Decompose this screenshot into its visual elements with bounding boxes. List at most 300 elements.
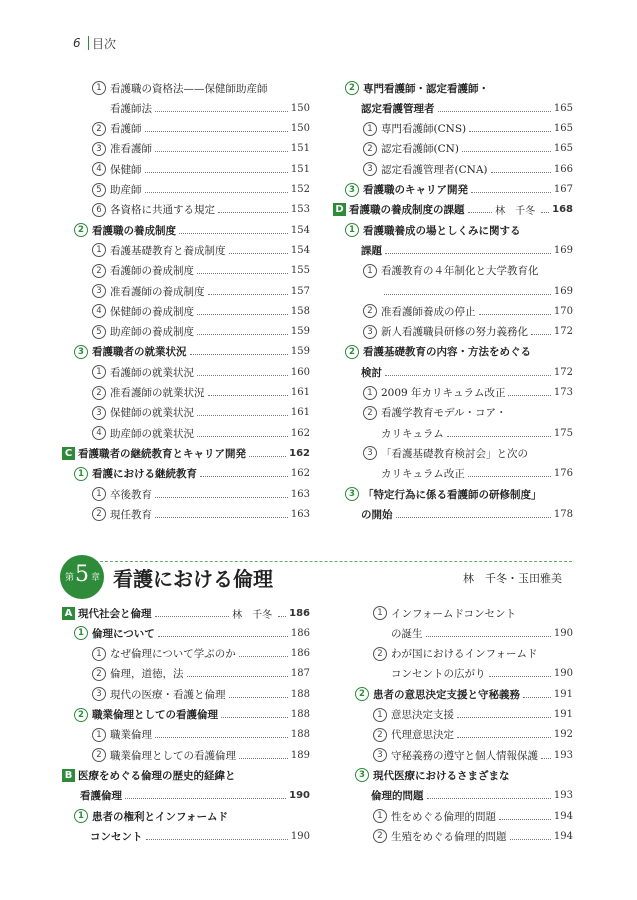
page-number: 162 (290, 427, 310, 439)
circled-number-marker: 3 (92, 687, 106, 701)
toc-entry-text: カリキュラム (381, 427, 444, 440)
toc-entry-text: インフォームドコンセント (391, 607, 517, 620)
toc-entry-text: 守秘義務の遵守と個人情報保護 (391, 749, 538, 762)
toc-entry-text: 看護職養成の場としくみに関する (363, 224, 521, 237)
toc-item (343, 705, 573, 725)
toc-entry-text: 看護職の養成制度 (92, 224, 176, 237)
leader-dots (249, 456, 286, 457)
toc-subsection (333, 78, 573, 98)
leader-dots (179, 233, 288, 234)
toc-section (62, 786, 310, 806)
circled-number-marker: 2 (92, 748, 106, 762)
toc-entry-text: 患者の意思決定支援と守秘義務 (373, 688, 520, 701)
toc-entry-text: 認定看護管理者(CNA) (381, 163, 488, 176)
toc-subsection (62, 623, 310, 643)
page-number: 173 (553, 387, 573, 398)
page-number: 151 (290, 143, 310, 155)
toc-item (62, 322, 310, 342)
circled-number-marker: 2 (92, 667, 106, 681)
entry-author: 林 千冬 (232, 609, 273, 621)
toc-entry-text: 准看護師の就業状況 (110, 387, 205, 399)
circled-number-marker: 2 (92, 122, 106, 136)
page-number: 190 (290, 830, 310, 842)
circled-number-marker: 1 (373, 708, 387, 722)
circled-number-marker: 3 (363, 162, 377, 176)
leader-dots (221, 717, 288, 718)
chapter-divider (90, 561, 572, 562)
leader-dots (427, 798, 551, 799)
page-number: 187 (290, 668, 310, 680)
toc-entry-text: 認定看護師(CN) (381, 143, 459, 156)
toc-entry-text: 准看護師の養成制度 (110, 285, 205, 298)
section-letter-badge: B (62, 769, 75, 782)
toc-entry-text: 看護師の就業状況 (110, 366, 194, 379)
circled-number-marker: 3 (373, 748, 387, 762)
toc-subsection (62, 220, 310, 240)
toc-subsection (62, 342, 310, 362)
toc-entry-text: 職業倫理 (110, 729, 152, 742)
toc-entry-text: 看護職の資格法——保健師助産師 (110, 82, 268, 95)
leader-dots (239, 656, 288, 657)
chapter-authors: 林 千冬・玉田雅美 (463, 572, 562, 585)
toc-item (62, 139, 310, 159)
toc-entry-text: 助産師の養成制度 (110, 326, 194, 339)
toc-item (343, 745, 573, 765)
leader-dots (229, 697, 288, 698)
toc-subsection (343, 765, 573, 785)
toc-entry-text: 「看護基礎教育検討会」と次の (381, 447, 528, 460)
toc-entry-text: 新人看護職員研修の努力義務化 (381, 326, 528, 339)
circled-number-marker: 2 (92, 264, 106, 278)
page-number: 6 (73, 36, 81, 50)
circled-number-marker: 4 (92, 162, 106, 176)
toc-item (62, 261, 310, 281)
circled-number-marker: 3 (363, 325, 377, 339)
toc-entry-text: 現代社会と倫理 (78, 607, 152, 620)
page-number: 165 (553, 123, 573, 135)
toc-item (62, 98, 310, 118)
leader-dots (146, 839, 288, 840)
leader-dots (155, 497, 288, 498)
toc-item (343, 603, 573, 623)
page-number: 162 (289, 447, 310, 459)
page-number: 190 (553, 668, 573, 680)
toc-item (333, 322, 573, 342)
chapter-prefix: 第 (65, 573, 75, 583)
leader-dots (158, 636, 288, 637)
toc-entry-text: コンセントの広がり (391, 668, 486, 681)
leader-dots (499, 819, 551, 820)
chapter-number: 5 (75, 562, 89, 587)
circled-number-marker: 6 (92, 203, 106, 217)
leader-dots (384, 294, 551, 295)
circled-number-marker: 1 (92, 243, 106, 257)
page-number: 155 (290, 265, 310, 277)
circled-number-marker: 1 (92, 487, 106, 501)
page-number: 161 (290, 407, 310, 419)
circled-number-marker: 5 (92, 325, 106, 339)
toc-entry-text: 医療をめぐる倫理の歴史的経緯と (78, 769, 236, 782)
leader-dots (200, 476, 288, 477)
toc-subsection (333, 504, 573, 524)
toc-section (62, 603, 310, 623)
toc-item (62, 240, 310, 260)
circled-number-marker: 2 (345, 81, 359, 95)
leader-dots (447, 436, 551, 437)
page-number: 167 (553, 184, 573, 195)
toc-entry-text: 看護職のキャリア開発 (363, 184, 468, 196)
toc-item (62, 159, 310, 179)
toc-entry-text: 専門看護師・認定看護師・ (363, 82, 489, 95)
chapter-title: 看護における倫理 (113, 567, 273, 591)
circled-number-marker: 1 (373, 809, 387, 823)
toc-entry-text: 現任教育 (110, 508, 152, 521)
leader-dots (479, 314, 551, 315)
toc-subsection (343, 684, 573, 704)
toc-entry-text: 生殖をめぐる倫理的問題 (391, 830, 507, 843)
page-number: 188 (290, 709, 310, 720)
toc-subsection (343, 786, 573, 806)
page-number: 190 (289, 790, 310, 802)
page-number: 169 (553, 244, 573, 256)
toc-entry-text: の誕生 (391, 627, 423, 640)
circled-number-marker: 3 (355, 768, 369, 782)
leader-dots (541, 758, 551, 759)
leader-dots (468, 212, 493, 213)
leader-dots (155, 616, 230, 617)
toc-entry-text: 看護学教育モデル・コア・ (381, 407, 507, 420)
leader-dots (531, 334, 551, 335)
leader-dots (396, 517, 551, 518)
leader-dots (125, 798, 286, 799)
toc-subsection (62, 806, 310, 826)
leader-dots (457, 717, 551, 718)
circled-number-marker: 2 (363, 304, 377, 318)
leader-dots (508, 395, 550, 396)
page-number: 191 (553, 709, 573, 720)
toc-item (62, 745, 310, 765)
toc-entry-text: 意思決定支援 (391, 709, 454, 721)
toc-item (333, 159, 573, 179)
circled-number-marker: 1 (345, 223, 359, 237)
page-number: 193 (553, 749, 573, 761)
circled-number-marker: 1 (373, 606, 387, 620)
section-letter-badge: A (62, 607, 75, 620)
toc-entry-text: 助産師 (110, 184, 142, 196)
page-number: 194 (553, 810, 573, 822)
circled-number-marker: 3 (92, 406, 106, 420)
circled-number-marker: 2 (92, 386, 106, 400)
toc-entry-text: 看護基礎教育の内容・方法をめぐる (363, 346, 531, 359)
page-number: 165 (553, 102, 573, 114)
toc-item (333, 464, 573, 484)
toc-entry-text: 保健師の養成制度 (110, 305, 194, 318)
circled-number-marker: 1 (74, 626, 88, 640)
circled-number-marker: 4 (92, 304, 106, 318)
toc-item (62, 180, 310, 200)
section-letter-badge: D (333, 203, 346, 216)
toc-entry-text: 患者の権利とインフォームド (92, 810, 228, 823)
circled-number-marker: 2 (373, 829, 387, 843)
circled-number-marker: 1 (363, 264, 377, 278)
toc-entry-text: わが国におけるインフォームド (391, 648, 538, 661)
page-number: 194 (553, 830, 573, 842)
toc-entry-text: 倫理について (92, 627, 155, 640)
circled-number-marker: 5 (92, 183, 106, 197)
page-header (20, 34, 620, 56)
toc-item (62, 119, 310, 139)
toc-entry-text: 看護師の養成制度 (110, 265, 194, 278)
header-label: 目次 (92, 37, 117, 51)
toc-item (62, 423, 310, 443)
page-number: 152 (290, 184, 310, 195)
toc-item (62, 200, 310, 220)
toc-subsection (62, 464, 310, 484)
page-number: 168 (552, 204, 573, 216)
leader-dots (145, 192, 288, 193)
toc-subsection (333, 362, 573, 382)
circled-number-marker: 2 (74, 708, 88, 722)
leader-dots (469, 131, 551, 132)
toc-entry-text: 看護職の養成制度の課題 (349, 204, 465, 217)
page-number: 190 (553, 627, 573, 639)
page-number: 176 (553, 468, 573, 480)
leader-dots (523, 697, 551, 698)
leader-dots (190, 354, 288, 355)
leader-dots (197, 375, 288, 376)
circled-number-marker: 3 (345, 487, 359, 501)
toc-entry-text: 職業倫理としての看護倫理 (110, 749, 236, 762)
circled-number-marker: 3 (363, 446, 377, 460)
toc-item (343, 623, 573, 643)
circled-number-marker: 1 (92, 647, 106, 661)
leader-dots (510, 839, 551, 840)
toc-item (333, 301, 573, 321)
toc-item (333, 281, 573, 301)
toc-subsection (333, 98, 573, 118)
circled-number-marker: 1 (363, 122, 377, 136)
page-number: 188 (290, 688, 310, 700)
toc-entry-text: 看護教育の４年制化と大学教育化 (381, 265, 539, 278)
toc-item (62, 664, 310, 684)
circled-number-marker: 3 (92, 142, 106, 156)
toc-item (62, 504, 310, 524)
toc-entry-text: 「特定行為に係る看護師の研修制度」 (363, 488, 542, 501)
toc-subsection (333, 220, 573, 240)
leader-dots (541, 212, 549, 213)
leader-dots (491, 172, 551, 173)
circled-number-marker: 1 (74, 467, 88, 481)
page-number: 157 (290, 285, 310, 297)
page-number: 150 (290, 123, 310, 135)
toc-entry-text: 保健師 (110, 163, 142, 176)
toc-entry-text: カリキュラム改正 (381, 468, 465, 481)
toc-entry-text: 卒後教育 (110, 488, 152, 501)
circled-number-marker: 3 (345, 183, 359, 197)
toc-entry-text: 現代医療におけるさまざまな (373, 769, 510, 782)
circled-number-marker: 3 (74, 345, 88, 359)
toc-item (333, 261, 573, 281)
leader-dots (197, 334, 288, 335)
toc-entry-text: 代理意思決定 (391, 729, 454, 742)
leader-dots (471, 192, 551, 193)
toc-item (62, 484, 310, 504)
toc-entry-text: 看護倫理 (80, 790, 122, 803)
page-number: 172 (553, 326, 573, 338)
page-number: 189 (290, 749, 310, 761)
toc-entry-text: 倫理，道徳，法 (110, 668, 184, 681)
page-number: 178 (553, 508, 573, 520)
toc-item (343, 725, 573, 745)
toc-entry-text: なぜ倫理について学ぶのか (110, 648, 236, 661)
circled-number-marker: 2 (92, 507, 106, 521)
circled-number-marker: 1 (74, 809, 88, 823)
toc-item (343, 826, 573, 846)
page-number: 191 (553, 688, 573, 700)
circled-number-marker: 2 (355, 687, 369, 701)
leader-dots (145, 131, 288, 132)
page-number: 188 (290, 729, 310, 741)
toc-entry-text: 助産師の就業状況 (110, 427, 194, 440)
toc-entry-text: 看護職者の継続教育とキャリア開発 (78, 447, 246, 460)
toc-item (62, 78, 310, 98)
page-number: 154 (290, 224, 310, 236)
toc-entry-text: 看護における継続教育 (92, 468, 197, 481)
page-number: 169 (553, 285, 573, 297)
page-number: 159 (290, 326, 310, 338)
page-number: 154 (290, 244, 310, 256)
toc-entry-text: 2009 年カリキュラム改正 (381, 387, 506, 399)
toc-entry-text: 職業倫理としての看護倫理 (92, 709, 218, 721)
page-number: 163 (290, 508, 310, 520)
toc-item (343, 806, 573, 826)
toc-entry-text: 課題 (361, 244, 382, 257)
leader-dots (229, 253, 288, 254)
page-number: 186 (290, 627, 310, 639)
toc-entry-text: 専門看護師(CNS) (381, 123, 467, 136)
toc-subsection (333, 240, 573, 260)
toc-section (62, 765, 310, 785)
circled-number-marker: 1 (92, 81, 106, 95)
toc-entry-text: 現代の医療・看護と倫理 (110, 688, 226, 701)
page-number: 162 (290, 468, 310, 480)
section-letter-badge: C (62, 447, 75, 460)
chapter-suffix: 章 (91, 573, 101, 583)
leader-dots (468, 476, 551, 477)
leader-dots (155, 151, 288, 152)
leader-dots (197, 273, 288, 274)
toc-item (62, 362, 310, 382)
toc-item (333, 423, 573, 443)
page-number: 159 (290, 346, 310, 358)
leader-dots (145, 172, 288, 173)
toc-item (333, 403, 573, 423)
leader-dots (197, 436, 288, 437)
toc-item (62, 281, 310, 301)
toc-entry-text: 保健師の就業状況 (110, 407, 194, 420)
page-number: 172 (553, 366, 573, 378)
toc-entry-text: 各資格に共通する規定 (110, 204, 215, 217)
toc-item (333, 119, 573, 139)
leader-dots (197, 415, 288, 416)
page-number: 163 (290, 488, 310, 500)
toc-entry-text: 看護師 (110, 123, 142, 136)
leader-dots (426, 636, 551, 637)
page-number: 161 (290, 387, 310, 398)
circled-number-marker: 2 (373, 647, 387, 661)
leader-dots (489, 676, 551, 677)
page-number: 193 (553, 790, 573, 802)
circled-number-marker: 1 (92, 728, 106, 742)
circled-number-marker: 2 (373, 728, 387, 742)
page-number: 192 (553, 729, 573, 741)
leader-dots (385, 253, 551, 254)
toc-entry-text: 准看護師養成の停止 (381, 305, 476, 318)
toc-subsection (62, 826, 310, 846)
page-number: 186 (289, 607, 310, 619)
circled-number-marker: 1 (363, 386, 377, 400)
toc-entry-text: 看護基礎教育と養成制度 (110, 244, 226, 257)
toc-subsection (333, 484, 573, 504)
page-number: 186 (290, 648, 310, 660)
page-number: 170 (553, 305, 573, 317)
page-number: 158 (290, 305, 310, 317)
circled-number-marker: 1 (92, 365, 106, 379)
toc-item (62, 684, 310, 704)
circled-number-marker: 2 (345, 345, 359, 359)
toc-item (343, 644, 573, 664)
toc-subsection (62, 705, 310, 725)
toc-item (333, 443, 573, 463)
leader-dots (155, 111, 288, 112)
toc-entry-text: 倫理的問題 (371, 790, 424, 803)
leader-dots (278, 616, 286, 617)
leader-dots (218, 212, 288, 213)
toc-entry-text: 准看護師 (110, 143, 152, 156)
toc-entry-text: 看護職者の就業状況 (92, 346, 187, 359)
page-number: 160 (290, 366, 310, 378)
toc-entry-text: 検討 (361, 366, 382, 379)
toc-section (333, 200, 573, 220)
leader-dots (239, 758, 288, 759)
toc-entry-text: 看護師法 (110, 102, 152, 115)
toc-entry-text: コンセント (90, 830, 143, 843)
page-number: 151 (290, 163, 310, 175)
leader-dots (155, 737, 288, 738)
toc-entry-text: の開始 (361, 508, 393, 521)
page-number: 166 (553, 163, 573, 175)
header-rule (88, 36, 89, 50)
circled-number-marker: 2 (363, 142, 377, 156)
chapter-badge (60, 555, 104, 599)
toc-entry-text: 認定看護管理者 (361, 102, 435, 115)
toc-item (62, 403, 310, 423)
toc-entry-text: 性をめぐる倫理的問題 (391, 810, 496, 823)
leader-dots (208, 294, 288, 295)
circled-number-marker: 2 (74, 223, 88, 237)
toc-item (62, 725, 310, 745)
entry-author: 林 千冬 (495, 206, 536, 218)
toc-subsection (333, 342, 573, 362)
page-number: 150 (290, 102, 310, 114)
toc-item (333, 383, 573, 403)
leader-dots (385, 375, 551, 376)
toc-item (343, 664, 573, 684)
leader-dots (457, 737, 551, 738)
toc-item (62, 301, 310, 321)
page-number: 165 (553, 143, 573, 155)
leader-dots (208, 395, 288, 396)
